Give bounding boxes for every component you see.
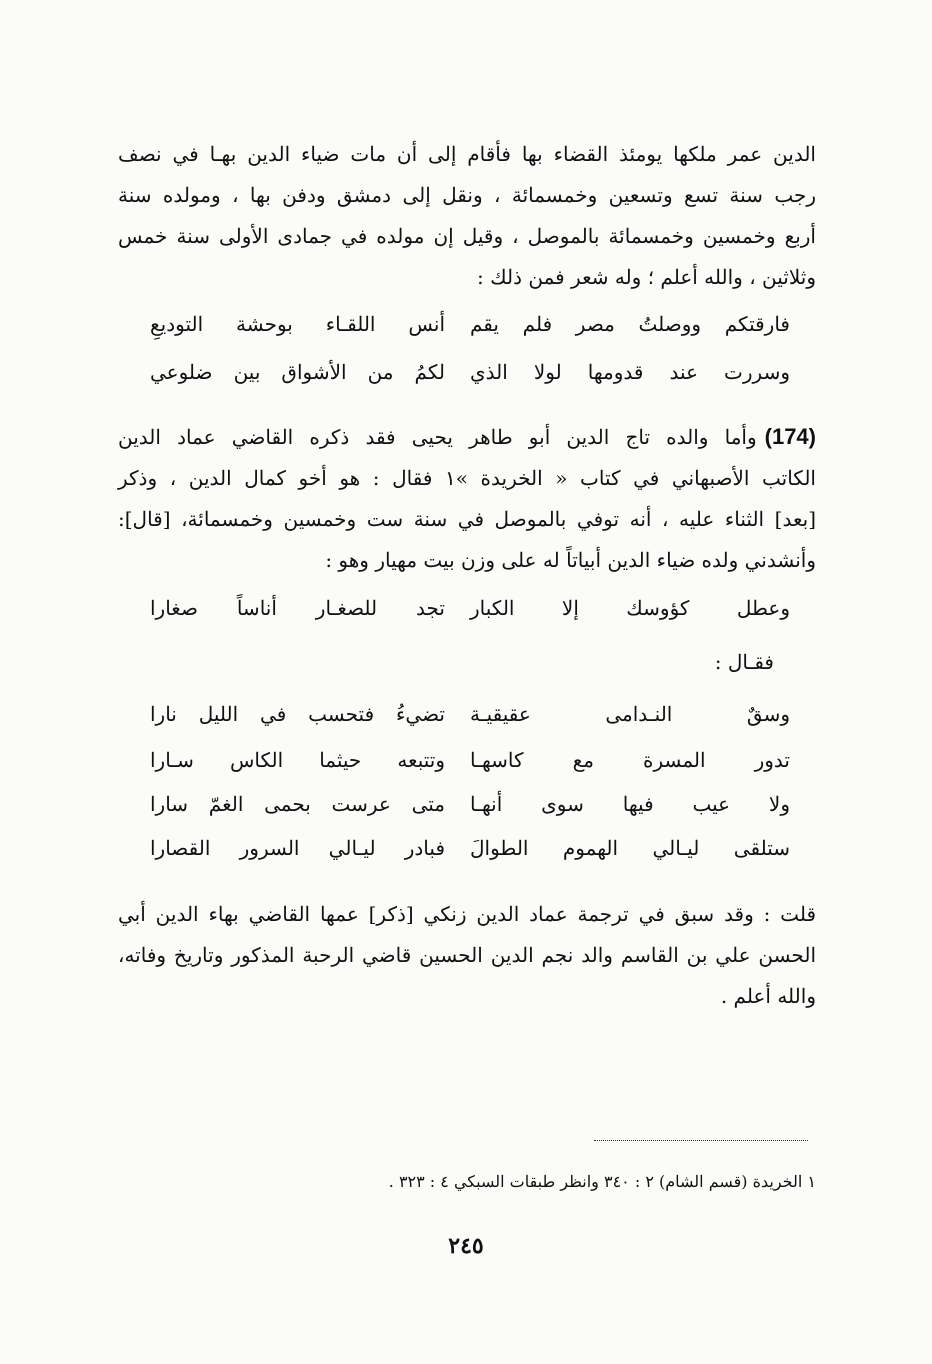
- entry-number: (174): [764, 424, 816, 449]
- verse-second-hemistich: لكمُ من الأشواق بين ضلوعي: [150, 360, 445, 384]
- verse-line: [150, 692, 790, 736]
- paragraph-line: الدين عمر ملكها يومئذ القضاء بها فأقام إلى أن مات ضياء الدين بهـا في نصف: [118, 142, 816, 166]
- said-label: فقـال :: [714, 650, 774, 674]
- verse-second-hemistich: تجد للصغـار أناساً صغارا: [150, 596, 445, 620]
- verse-first-hemistich: وسقٌ النـدامى عقيقيـة: [470, 702, 790, 726]
- verse-second-hemistich: فبادر ليـالي السرور القصارا: [150, 836, 445, 860]
- paragraph-line: الكاتب الأصبهاني في كتاب « الخريدة »١ فقال : هو أخو كمال الدين ، وذكر: [118, 466, 816, 490]
- verse-second-hemistich: تضيءُ فتحسب في الليل نارا: [150, 702, 445, 726]
- verse-first-hemistich: وعطل كؤوسك إلا الكبار: [470, 596, 790, 620]
- footnote-separator: [594, 1140, 808, 1141]
- verse-line: [150, 826, 790, 870]
- verse-line: [150, 738, 790, 782]
- verse-first-hemistich: تدور المسرة مع كاسهـا: [470, 748, 790, 772]
- page-number: ٢٤٥: [448, 1233, 484, 1259]
- paragraph-line: قلت : وقد سبق في ترجمة عماد الدين زنكي [ذكر] عمها القاضي بهاء الدين أبي: [118, 902, 816, 926]
- verse-line: [150, 782, 790, 826]
- paragraph-line: أربع وخمسين وخمسمائة بالموصل ، وقيل إن مولده في جمادى الأولى سنة خمس: [118, 224, 816, 248]
- paragraph-2: [118, 416, 816, 581]
- paragraph-3: [118, 894, 816, 1017]
- verse-first-hemistich: ولا عيب فيها سوى أنهـا: [470, 792, 790, 816]
- footnote: ١ الخريدة (قسم الشام) ٢ : ٣٤٠ وانظر طبقات السبكي ٤ : ٣٢٣ .: [388, 1172, 816, 1191]
- paragraph-line: رجب سنة تسع وتسعين وخمسمائة ، ونقل إلى دمشق ودفن بها ، ومولده سنة: [118, 183, 816, 207]
- verse-second-hemistich: وتتبعه حيثما الكاس سـارا: [150, 748, 445, 772]
- verse-second-hemistich: متى عرست بحمى الغمّ سارا: [150, 792, 445, 816]
- paragraph-line: وأنشدني ولده ضياء الدين أبياتاً له على وزن بيت مهيار وهو :: [325, 548, 816, 572]
- paragraph-line-text: وأما والده تاج الدين أبو طاهر يحيى فقد ذكره القاضي عماد الدين: [118, 425, 757, 449]
- verse-line: [150, 350, 790, 394]
- verse-first-hemistich: ستلقى ليـالي الهموم الطوالَ: [470, 836, 790, 860]
- verse-line: [150, 302, 790, 346]
- verse-first-hemistich: فارقتكم ووصلتُ مصر فلم يقم: [470, 312, 790, 336]
- paragraph-line: والله أعلم .: [720, 984, 816, 1008]
- paragraph-line: [بعد] الثناء عليه ، أنه توفي بالموصل في سنة ست وخمسين وخمسمائة، [قال]:: [118, 507, 816, 531]
- paragraph-1: [118, 134, 816, 298]
- verse-first-hemistich: وسررت عند قدومها لولا الذي: [470, 360, 790, 384]
- paragraph-line: [118, 416, 816, 458]
- verse-line: [150, 586, 790, 630]
- verse-second-hemistich: أنس اللقـاء بوحشة التوديعِ: [150, 312, 445, 336]
- paragraph-line: وثلاثين ، والله أعلم ؛ وله شعر فمن ذلك :: [477, 265, 816, 289]
- paragraph-line: الحسن علي بن القاسم والد نجم الدين الحسين قاضي الرحبة المذكور وتاريخ وفاته،: [118, 943, 816, 967]
